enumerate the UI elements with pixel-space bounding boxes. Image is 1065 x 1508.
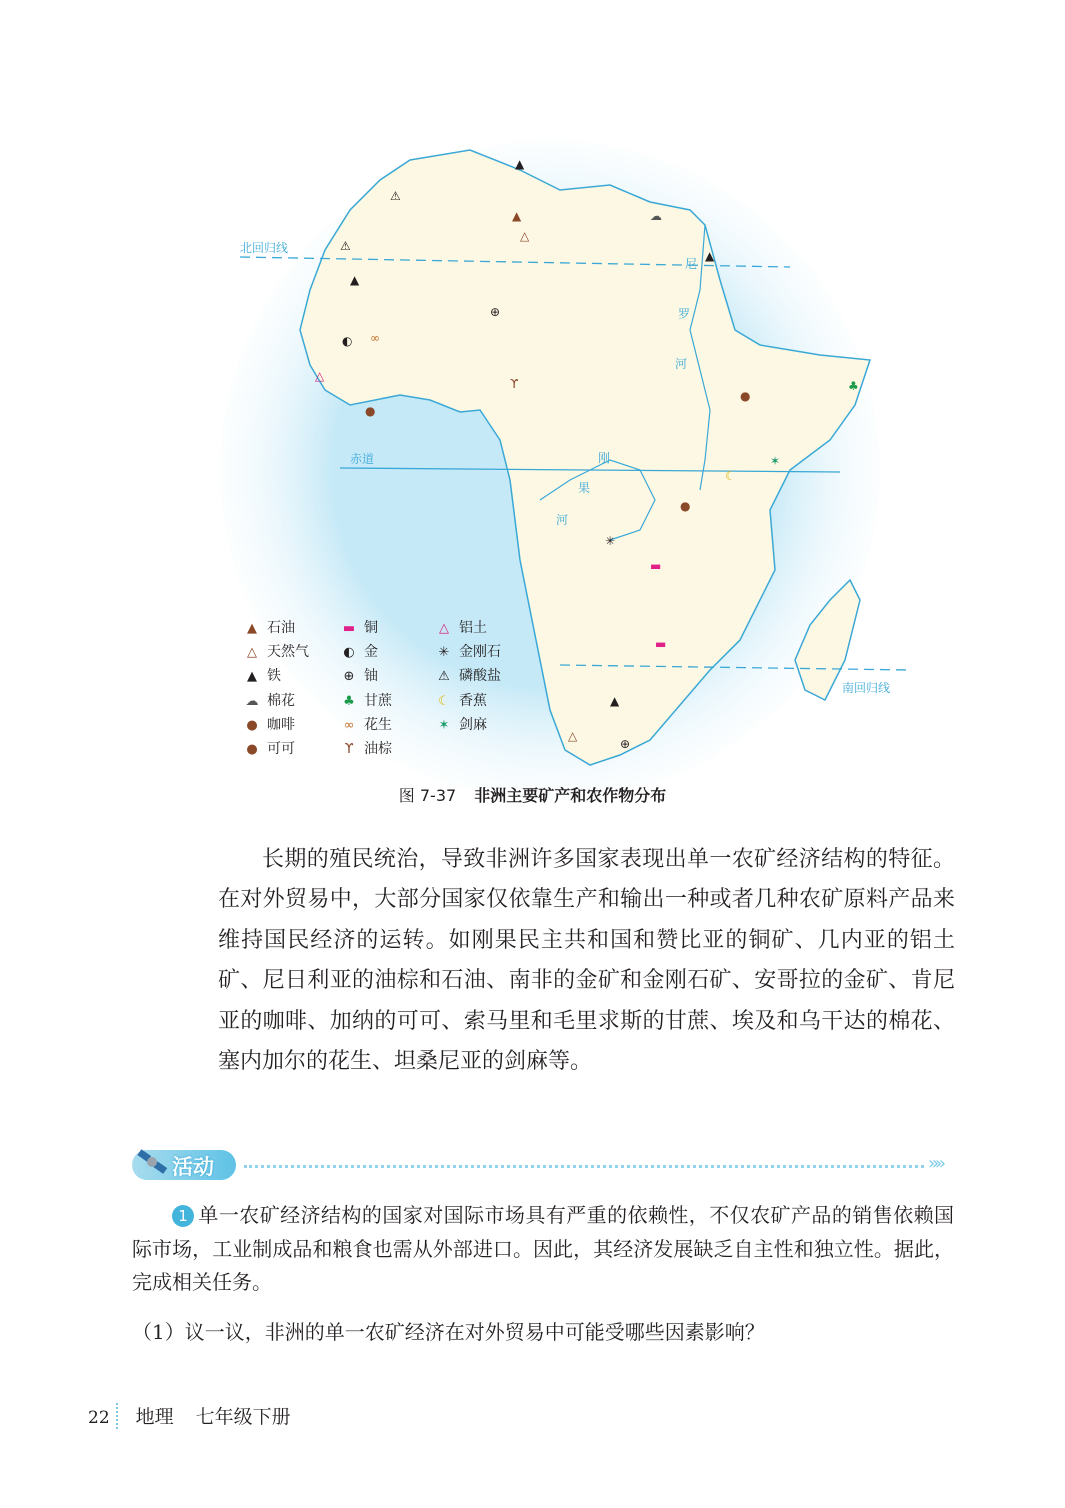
cotton-symbol: ☁ [650, 209, 662, 223]
tropic-capricorn-label: 南回归线 [842, 681, 891, 695]
body-paragraph: 长期的殖民统治，导致非洲许多国家表现出单一农矿经济结构的特征。在对外贸易中，大部分国家仅依靠生产和输出一种或者几种农矿原料产品来维持国民经济的运转。如刚果民主共和国和赞比亚的铜矿、几内亚的铝土矿、尼日利亚的油棕和石油、南非的金矿和金刚石矿、安哥拉的金矿、肯尼亚的咖啡、加纳的可可、索马里和毛里求斯的甘蔗、埃及和乌干达的棉花、塞内加尔的花生、坦桑尼亚的剑麻等。 [218, 847, 955, 1075]
legend-item [435, 690, 487, 710]
peanut-icon: ∞ [343, 717, 355, 733]
coffee-symbol: ● [740, 389, 751, 403]
legend-item [243, 690, 295, 710]
legend-label: 香蕉 [459, 692, 487, 709]
legend-label: 天然气 [267, 644, 309, 661]
phosphate-icon: ⚠ [438, 669, 450, 685]
natural-gas-symbol: △ [568, 729, 578, 743]
legend-item [243, 665, 281, 685]
oil-icon: ▲ [247, 621, 257, 636]
iron-icon: ▲ [247, 669, 257, 685]
legend-label: 剑麻 [459, 716, 487, 733]
sugarcane-icon: ♣ [343, 693, 355, 709]
diamond-icon: ✳ [438, 645, 450, 661]
legend-item [435, 714, 487, 734]
double-chevron-icon: »» [928, 1153, 943, 1174]
natural-gas-symbol: △ [520, 229, 530, 243]
legend-label: 可可 [267, 741, 295, 757]
nile-label-3: 河 [675, 357, 688, 371]
gold-symbol: ◐ [342, 334, 353, 348]
diamond-symbol: ✳ [605, 534, 616, 548]
legend-item [340, 690, 392, 710]
uranium-symbol: ⊕ [620, 737, 631, 751]
legend-label: 铜 [364, 620, 378, 636]
equator-label: 赤道 [350, 452, 375, 466]
legend-item [243, 738, 295, 758]
legend-label: 甘蔗 [364, 692, 392, 709]
activity-header [132, 1148, 954, 1184]
legend-label: 金刚石 [459, 644, 501, 661]
legend-label: 铝土 [459, 620, 487, 636]
legend-label: 金 [364, 644, 378, 661]
copper-icon: ▬ [342, 621, 356, 636]
coffee-symbol: ● [680, 499, 691, 513]
legend-label: 铁 [267, 668, 281, 685]
coffee-icon: ● [246, 717, 258, 733]
legend-item [340, 665, 378, 685]
legend-item [243, 617, 295, 637]
phosphate-symbol: ⚠ [390, 189, 401, 203]
activity-divider [244, 1165, 924, 1168]
legend-item [340, 641, 378, 661]
phosphate-symbol: ⚠ [340, 239, 351, 253]
iron-symbol: ▲ [705, 249, 715, 263]
figure-title: 非洲主要矿产和农作物分布 [474, 786, 667, 805]
tropic-cancer-label: 北回归线 [240, 241, 289, 255]
legend-label: 铀 [364, 668, 378, 685]
legend-label: 棉花 [267, 692, 295, 709]
figure-number: 图 7-37 [398, 786, 457, 805]
legend-label: 咖啡 [267, 716, 295, 733]
africa-map [230, 140, 891, 790]
bauxite-symbol: △ [315, 369, 325, 383]
activity-item-1-text: 单一农矿经济结构的国家对国际市场具有严重的依赖性，不仅农矿产品的销售依赖国际市场，工业制成品和粮食也需从外部进口。因此，其经济发展缺乏自主性和独立性。据此，完成相关任务。 [132, 1203, 954, 1294]
page-footer [88, 1402, 291, 1429]
oil-symbol: ▲ [515, 157, 525, 171]
bauxite-icon: △ [439, 621, 449, 636]
item-number-badge: 1 [172, 1205, 194, 1227]
legend-item [435, 617, 487, 637]
iron-symbol: ▲ [350, 273, 360, 287]
activity-question-1: （1）议一议，非洲的单一农矿经济在对外贸易中可能受哪些因素影响？ [132, 1320, 765, 1344]
sisal-icon: ✶ [438, 717, 450, 733]
footer-grade: 七年级下册 [195, 1406, 291, 1428]
congo-label-3: 河 [556, 513, 569, 527]
gold-icon: ◐ [343, 645, 355, 661]
activity-label: 活动 [172, 1155, 214, 1179]
congo-label-2: 果 [578, 481, 591, 495]
sisal-symbol: ✶ [770, 454, 781, 468]
footer-divider [116, 1403, 120, 1429]
legend-item [340, 617, 378, 637]
uranium-icon: ⊕ [343, 669, 355, 685]
legend-item [435, 665, 501, 685]
cotton-icon: ☁ [245, 693, 259, 709]
legend-item [243, 641, 309, 661]
figure-caption [0, 783, 1065, 806]
legend-label: 磷酸盐 [459, 668, 501, 685]
page-number: 22 [88, 1408, 110, 1428]
sugarcane-symbol: ♣ [848, 379, 859, 393]
banana-icon: ☾ [438, 693, 450, 709]
cocoa-icon: ● [246, 742, 258, 757]
nile-label-2: 罗 [678, 307, 691, 321]
legend-label: 油棕 [364, 741, 392, 757]
legend-label: 石油 [267, 620, 295, 636]
nile-label-1: 尼 [685, 257, 698, 271]
legend-item [340, 714, 392, 734]
peanut-symbol: ∞ [370, 331, 380, 345]
copper-symbol: ▬ [650, 559, 662, 573]
legend-item [340, 738, 392, 758]
natural-gas-icon: △ [247, 645, 257, 661]
iron-symbol: ▲ [610, 694, 620, 708]
congo-label-1: 刚 [598, 451, 611, 465]
oil-palm-icon: ϒ [344, 742, 354, 757]
cocoa-symbol: ● [365, 404, 376, 418]
legend-label: 花生 [364, 716, 392, 733]
oil-palm-symbol: ϒ [510, 377, 519, 391]
footer-subject: 地理 [135, 1406, 174, 1428]
activity-item-1 [132, 1199, 954, 1300]
uranium-symbol: ⊕ [490, 305, 501, 319]
banana-symbol: ☾ [725, 469, 736, 483]
oil-symbol: ▲ [512, 209, 522, 223]
copper-symbol: ▬ [655, 637, 667, 651]
legend-item [243, 714, 295, 734]
satellite-icon [134, 1144, 174, 1184]
legend-item [435, 641, 501, 661]
